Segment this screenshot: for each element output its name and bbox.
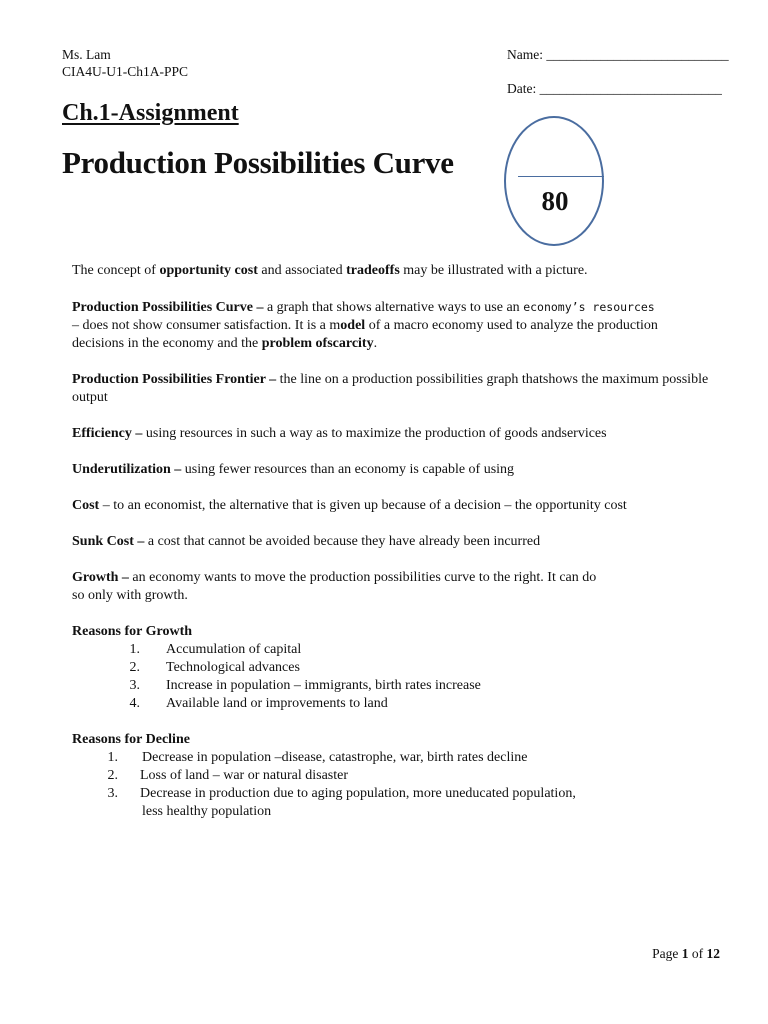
page-label: Page xyxy=(652,946,682,961)
list-number: 2. xyxy=(129,660,140,675)
course-code: CIA4U-U1-Ch1A-PPC xyxy=(62,64,189,79)
list-text: Loss of land – war or natural disaster xyxy=(140,768,348,783)
growth-reasons-list xyxy=(72,641,712,713)
ppc-text: a graph that shows alternative ways to use an xyxy=(263,300,524,315)
list-number: 1. xyxy=(107,750,118,765)
cost-definition xyxy=(72,497,647,515)
list-text: less healthy population xyxy=(142,804,272,819)
ppc-mono-text: economy’s resources xyxy=(523,300,655,314)
intro-text: The concept of xyxy=(72,263,160,278)
growth-term: Growth – xyxy=(72,570,129,585)
underutilization-definition xyxy=(72,461,712,479)
name-field[interactable]: Name: ___________________________ xyxy=(507,47,729,62)
list-text: Available land or improvements to land xyxy=(166,696,388,711)
assignment-title: Ch.1-Assignment xyxy=(62,100,239,126)
list-number: 3. xyxy=(107,786,118,801)
cost-text: – to an economist, the alternative that is given up because of a decision – the opportunity cost xyxy=(99,498,627,513)
list-number: 1. xyxy=(129,642,140,657)
list-number: 3. xyxy=(129,678,140,693)
decline-reasons-section xyxy=(72,731,712,821)
model-term: odel xyxy=(340,318,366,333)
decline-reasons-heading: Reasons for Decline xyxy=(72,732,190,747)
cost-term: Cost xyxy=(72,498,100,513)
growth-text: an economy wants to move the production possibilities curve to the right. It can do so only with growth. xyxy=(72,570,597,603)
growth-reasons-heading: Reasons for Growth xyxy=(72,624,193,639)
growth-reasons-section xyxy=(72,623,712,713)
intro-paragraph xyxy=(72,262,712,280)
frontier-text: the line on a production possibilities graph thatshows the maximum possible output xyxy=(72,372,709,405)
ppc-text: . xyxy=(373,336,378,351)
list-text: Decrease in population –disease, catastrophe, war, birth rates decline xyxy=(142,750,528,765)
page-current: 1 xyxy=(681,946,689,961)
efficiency-term: Efficiency – xyxy=(72,426,143,441)
list-number: 4. xyxy=(129,696,140,711)
underutilization-term: Underutilization – xyxy=(72,462,182,477)
ppc-definition xyxy=(72,298,712,353)
list-item xyxy=(72,803,712,821)
ppc-text: – does not show consumer satisfaction. It is a m xyxy=(72,318,341,333)
list-item xyxy=(72,659,712,677)
frontier-definition xyxy=(72,371,712,407)
frontier-term: Production Possibilities Frontier – xyxy=(72,372,277,387)
efficiency-text: using resources in such a way as to maximize the production of goods andservices xyxy=(142,426,607,441)
score-line xyxy=(518,176,604,177)
list-item xyxy=(72,695,712,713)
list-item xyxy=(72,641,712,659)
list-item xyxy=(72,677,712,695)
sunk-cost-term: Sunk Cost – xyxy=(72,534,145,549)
score-oval xyxy=(504,116,604,246)
date-field[interactable]: Date: ___________________________ xyxy=(507,81,722,96)
underutilization-text: using fewer resources than an economy is capable of using xyxy=(181,462,515,477)
list-item xyxy=(72,749,712,767)
list-text: Technological advances xyxy=(166,660,300,675)
opportunity-cost-term: opportunity cost xyxy=(159,263,258,278)
score-value: 80 xyxy=(541,186,569,216)
growth-definition xyxy=(72,569,612,605)
page-number xyxy=(652,946,720,962)
list-item xyxy=(72,785,712,803)
intro-text: may be illustrated with a picture. xyxy=(399,263,588,278)
page-title: Production Possibilities Curve xyxy=(62,145,454,180)
content-body xyxy=(72,262,712,821)
page-total: 12 xyxy=(706,946,720,961)
tradeoffs-term: tradeoffs xyxy=(346,263,400,278)
decline-reasons-list xyxy=(72,749,712,821)
page-of-label: of xyxy=(688,946,707,961)
teacher-name: Ms. Lam xyxy=(62,47,111,62)
intro-text: and associated xyxy=(257,263,347,278)
list-text: Decrease in production due to aging population, more uneducated population, xyxy=(140,786,576,801)
sunk-cost-definition xyxy=(72,533,712,551)
list-text: Accumulation of capital xyxy=(166,642,302,657)
scarcity-term: problem ofscarcity xyxy=(261,336,374,351)
list-number xyxy=(72,803,118,821)
efficiency-definition xyxy=(72,425,712,443)
list-number: 2. xyxy=(107,768,118,783)
list-text: Increase in population – immigrants, birth rates increase xyxy=(166,678,481,693)
list-item xyxy=(72,767,712,785)
sunk-cost-text: a cost that cannot be avoided because they have already been incurred xyxy=(144,534,541,549)
ppc-text: of a macro economy used to analyze the production decisions in the economy and the xyxy=(72,318,658,351)
ppc-term: Production Possibilities Curve – xyxy=(72,300,264,315)
